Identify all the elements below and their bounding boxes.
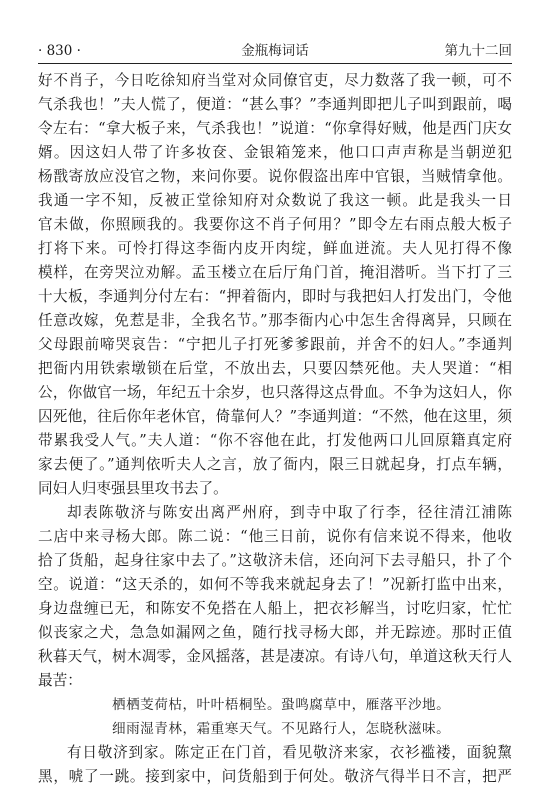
text-line: 把衙内用铁索墩锁在后堂，不放出去，只要囚禁死他。夫人哭道：“相 bbox=[38, 360, 512, 377]
text-line: 囚死他，往后你年老休官，倚靠何人？”李通判道：“不然，他在这里，须 bbox=[38, 408, 512, 425]
text-line: 最苦： bbox=[38, 672, 82, 689]
paragraph-start-line: 有日敬济到家。陈定正在门首，看见敬济来家，衣衫褴褛，面貌黧 bbox=[67, 744, 512, 761]
text-line: 家去便了。”通判依听夫人之言，放了衙内，限三日就起身，打点车辆， bbox=[38, 456, 512, 473]
poem-line: 细雨湿青林，霜重寒天气。不见路行人，怎晓秋滋味。 bbox=[112, 721, 451, 737]
text-line: 黑，唬了一跳。接到家中，问货船到于何处。敬济气得半日不言，把严 bbox=[38, 768, 512, 785]
book-title: 金瓶梅词话 bbox=[241, 43, 309, 59]
page-number: · 830 · bbox=[38, 43, 81, 59]
text-line: 打将下来。可怜打得这李衙内皮开肉绽，鲜血迸流。夫人见打得不像 bbox=[38, 240, 512, 257]
text-line: 好不肖子，今日吃徐知府当堂对众同僚官吏，尽力数落了我一顿，可不 bbox=[38, 72, 512, 89]
text-line: 婿。因这妇人带了许多妆奁、金银箱笼来，他口口声声称是当朝逆犯 bbox=[38, 144, 512, 161]
text-line: 二店中来寻杨大郎。陈二说：“他三日前，说你有信来说不得来，他收 bbox=[38, 528, 512, 545]
chapter-title: 第九十二回 bbox=[444, 43, 512, 59]
page-header bbox=[38, 40, 512, 62]
text-line: 气杀我也！”夫人慌了，便道：“甚么事？”李通判即把儿子叫到跟前，喝 bbox=[38, 96, 512, 113]
text-line: 杨戬寄放应没官之物，来问你要。说你假盗出库中官银，当贼情拿他。 bbox=[38, 168, 512, 185]
text-line: 官未做，你照顾我的。我要你这不肖子何用？”即令左右雨点般大板子 bbox=[38, 216, 512, 233]
text-line: 我通一字不知，反被正堂徐知府对众数说了我这一顿。此是我头一日 bbox=[38, 192, 512, 209]
text-line: 拾了货船，起身往家中去了。”这敬济未信，还向河下去寻船只，扑了个 bbox=[38, 552, 512, 569]
text-line: 身边盘缠已无，和陈安不免搭在人船上，把衣衫解当，讨吃归家，忙忙 bbox=[38, 600, 512, 617]
paragraph-start-line: 却表陈敬济与陈安出离严州府，到寺中取了行李，径往清江浦陈 bbox=[67, 504, 512, 521]
text-line: 令左右：“拿大板子来，气杀我也！”说道：“你拿得好贼，他是西门庆女 bbox=[38, 120, 512, 137]
text-line: 带累我受人气。”夫人道：“你不容他在此，打发他两口儿回原籍真定府 bbox=[38, 432, 512, 449]
text-line: 模样，在旁哭泣劝解。孟玉楼立在后厅角门首，掩泪潜听。当下打了三 bbox=[38, 264, 512, 281]
text-line: 公，你做官一场，年纪五十余岁，也只落得这点骨血。不争为这妇人，你 bbox=[38, 384, 512, 401]
text-line: 父母跟前啼哭哀告：“宁把儿子打死爹爹跟前，并舍不的妇人。”李通判 bbox=[38, 336, 512, 353]
text-line: 似丧家之犬，急急如漏网之鱼，随行找寻杨大郎，并无踪迹。那时正值 bbox=[38, 624, 512, 641]
text-line: 同妇人归枣强县里攻书去了。 bbox=[38, 480, 228, 497]
text-line: 十大板，李通判分付左右：“押着衙内，即时与我把妇人打发出门，令他 bbox=[38, 288, 512, 305]
text-line: 任意改嫁，免惹是非，全我名节。”那李衙内心中怎生舍得离异，只顾在 bbox=[38, 312, 512, 329]
text-line: 空。说道：“这天杀的，如何不等我来就起身去了！”况新打监中出来， bbox=[38, 576, 512, 593]
poem-line: 栖栖芰荷枯，叶叶梧桐坠。蛩鸣腐草中，雁落平沙地。 bbox=[112, 697, 451, 713]
header-rule bbox=[38, 63, 512, 64]
text-line: 秋暮天气，树木凋零，金风摇落，甚是凄凉。有诗八句，单道这秋天行人 bbox=[38, 648, 512, 665]
page-body bbox=[38, 69, 512, 789]
